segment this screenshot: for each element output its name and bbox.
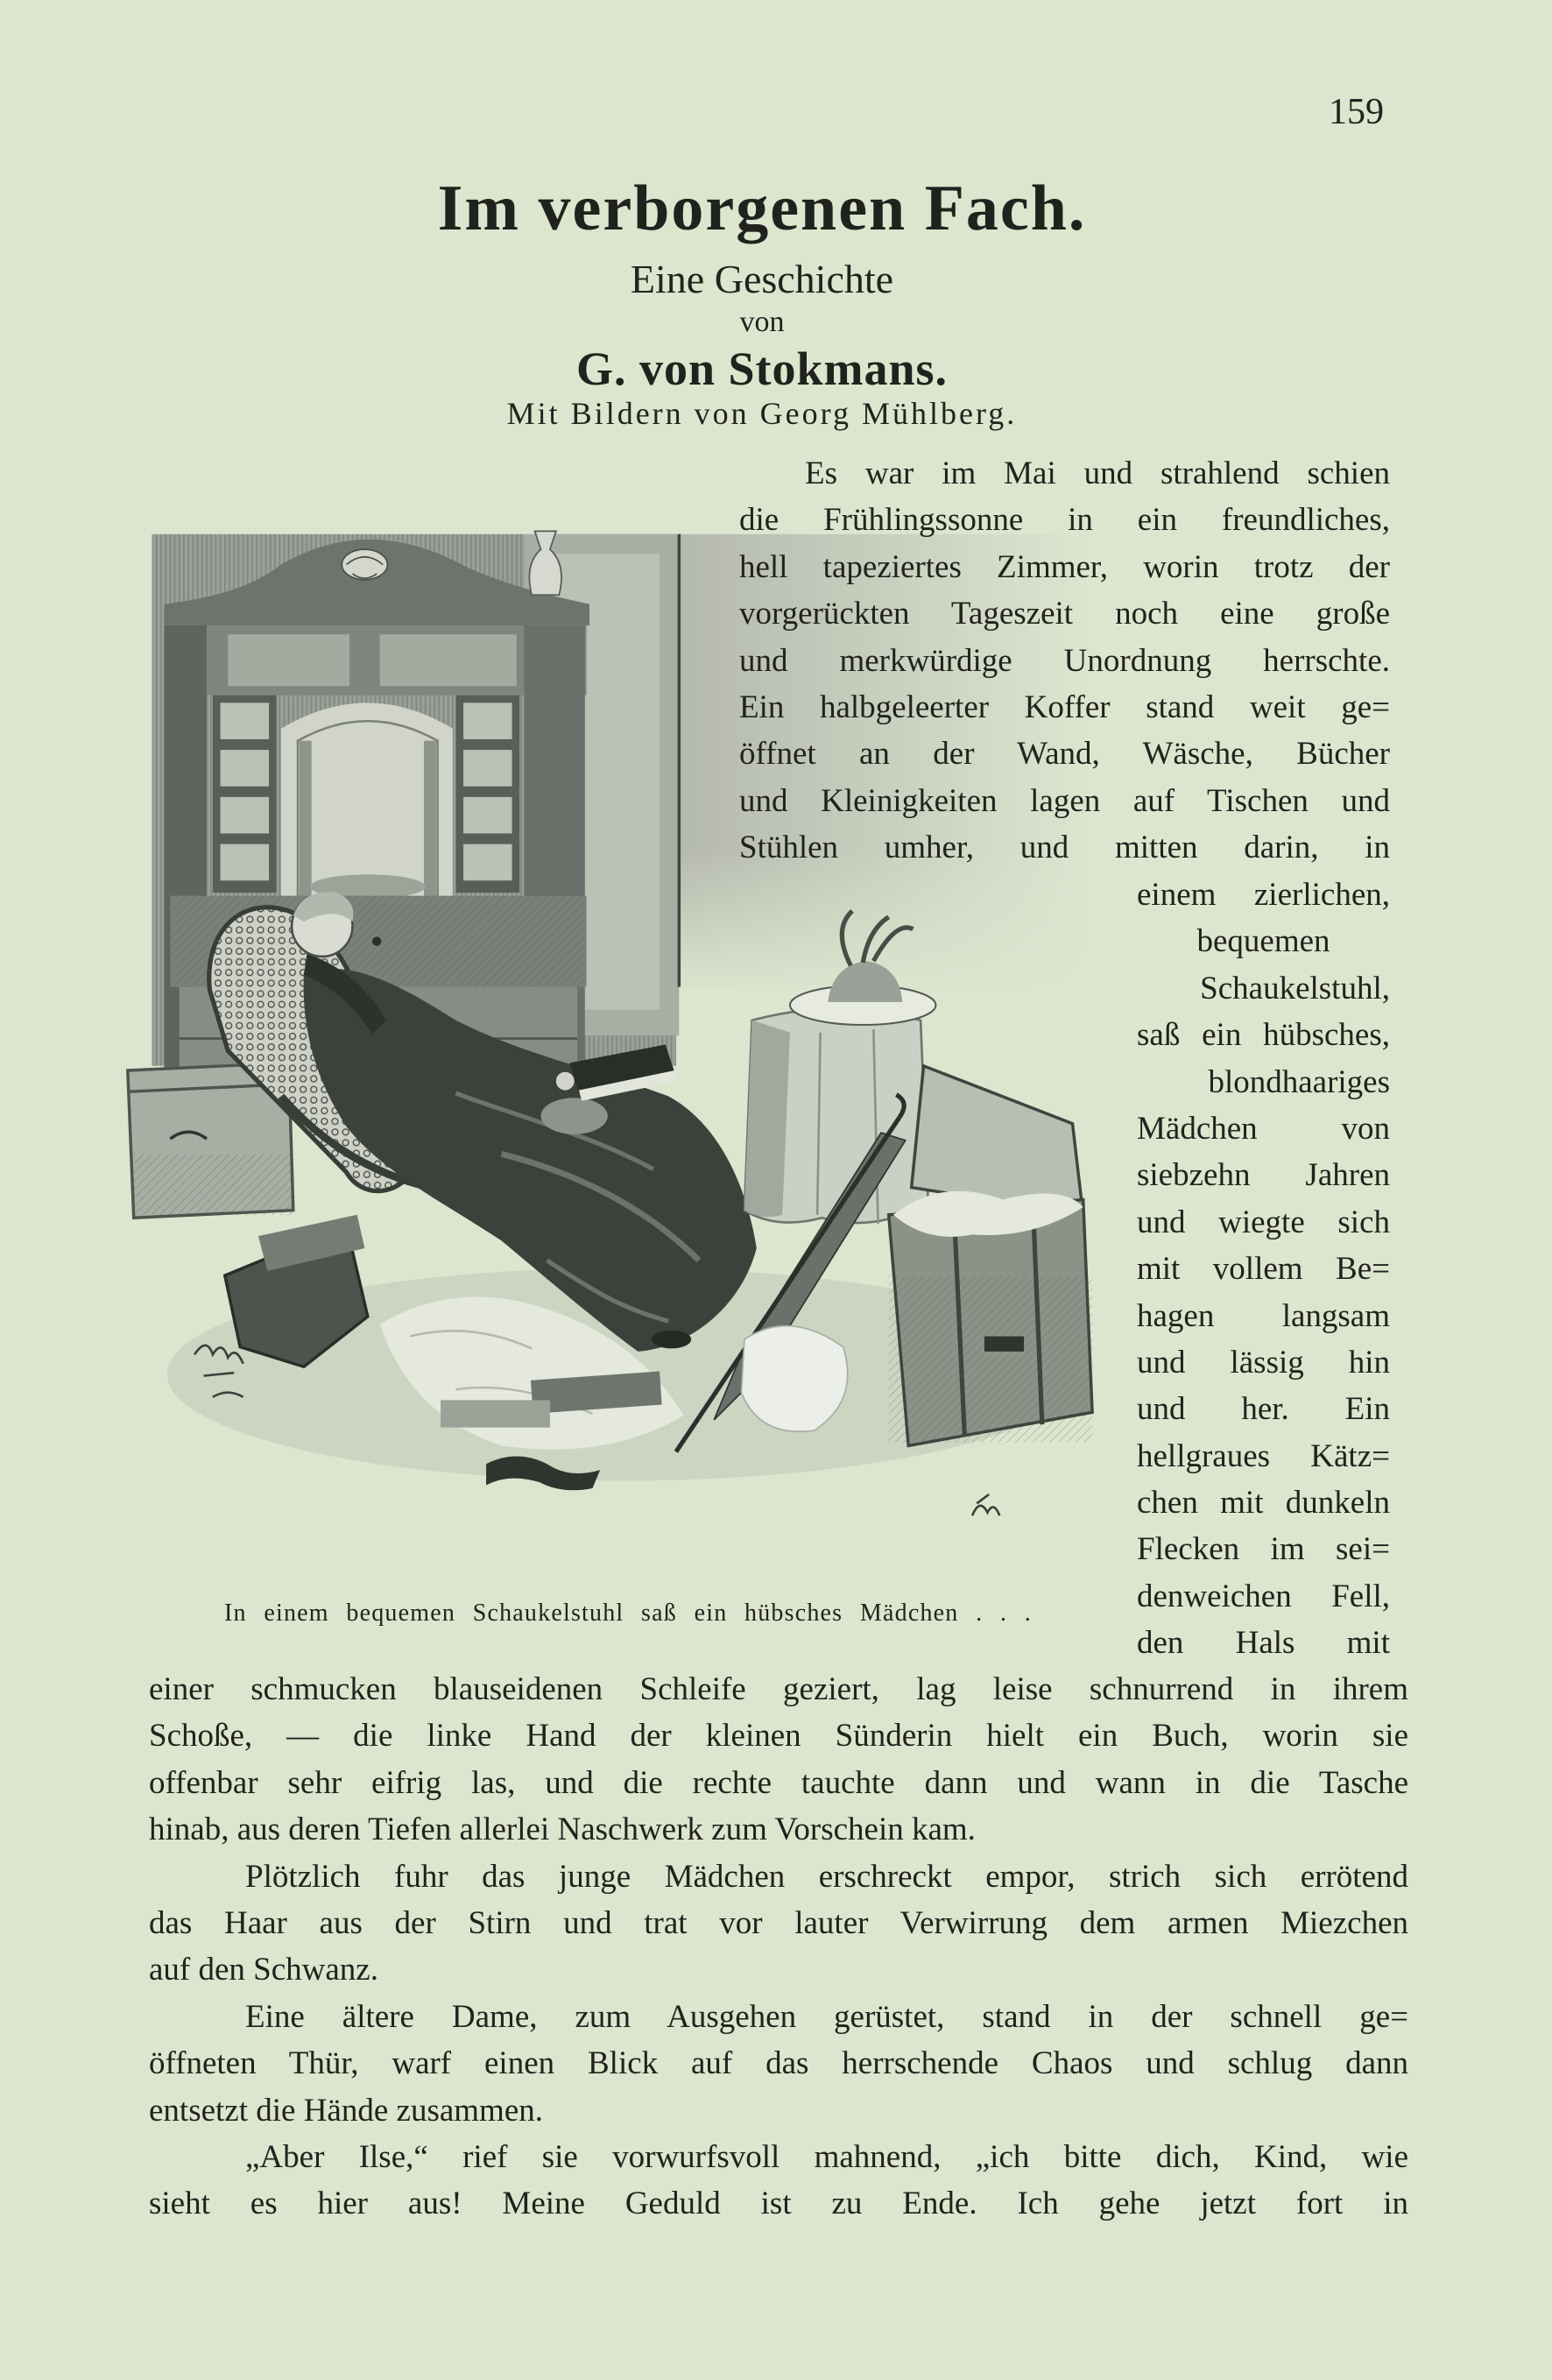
text-line: Eine ältere Dame, zum Ausgehen gerüstet, stand in der schnell ge= — [245, 1998, 1408, 2035]
text-line: Flecken im sei= — [1137, 1531, 1390, 1568]
text-line: öffneten Thür, warf einen Blick auf das herrschende Chaos und schlug dann — [149, 2045, 1408, 2082]
text-line: Ein halbgeleerter Koffer stand weit ge= — [739, 689, 1390, 725]
white-bundle — [741, 1326, 847, 1432]
text-line: öffnet an der Wand, Wäsche, Bücher — [739, 736, 1390, 773]
text-line: Es war im Mai und strahlend schien — [805, 456, 1390, 491]
story-subtitle: Eine Geschichte — [630, 257, 894, 301]
text-line: hinab, aus deren Tiefen allerlei Naschwerk zum Vorschein kam. — [149, 1811, 976, 1848]
text-line: und her. Ein — [1137, 1391, 1390, 1428]
open-trunk — [889, 1066, 1092, 1446]
text-line: entsetzt die Hände zusammen. — [149, 2092, 543, 2129]
text-line: Stühlen umher, und mitten darin, in — [739, 830, 1390, 866]
text-line: einer schmucken blauseidenen Schleife geziert, lag leise schnurrend in ihrem — [149, 1671, 1408, 1707]
text-line: Schoße, — die linke Hand der kleinen Sünderin hielt ein Buch, worin sie — [149, 1718, 1408, 1755]
illustrator-credit: Mit Bildern von Georg Mühlberg. — [506, 396, 1018, 431]
text-line: bequemen — [1196, 923, 1330, 960]
text-line: auf den Schwanz. — [149, 1952, 378, 1988]
text-line: hell tapeziertes Zimmer, worin trotz der — [739, 548, 1390, 585]
text-line: das Haar aus der Stirn und trat vor lauter Verwirrung dem armen Miezchen — [149, 1904, 1408, 1941]
text-line: und lässig hin — [1137, 1344, 1390, 1381]
cat-in-lap — [541, 1098, 608, 1134]
text-line: saß ein hübsches, — [1137, 1017, 1390, 1054]
author-name: G. von Stokmans. — [575, 343, 949, 395]
text-line: hagen langsam — [1137, 1297, 1390, 1334]
text-line: vorgerückten Tageszeit noch eine große — [739, 596, 1390, 632]
text-line: siebzehn Jahren — [1137, 1157, 1390, 1194]
text-column-narrow — [1137, 872, 1390, 1667]
text-column-beside-illustration — [739, 450, 1390, 872]
text-line: die Frühlingssonne in ein freundliches, — [739, 502, 1390, 539]
text-line: hellgraues Kätz= — [1137, 1437, 1390, 1474]
text-line: blondhaariges — [1208, 1063, 1390, 1100]
text-line: „Aber Ilse,“ rief sie vorwurfsvoll mahnend, „ich bitte dich, Kind, wie — [245, 2138, 1408, 2175]
text-line: Schaukelstuhl, — [1200, 970, 1390, 1006]
text-line: und Kleinigkeiten lagen auf Tischen und — [739, 782, 1390, 819]
page-number: 159 — [1329, 92, 1384, 132]
text-line: offenbar sehr eifrig las, und die rechte tauchte dann und wann in die Tasche — [149, 1764, 1408, 1801]
text-line: Plötzlich fuhr das junge Mädchen erschreckt empor, strich sich errötend — [245, 1858, 1408, 1895]
story-title: Im verborgenen Fach. — [437, 173, 1087, 244]
illustration-caption: In einem bequemen Schaukelstuhl saß ein hübsches Mädchen . . . — [224, 1600, 1032, 1627]
text-line: den Hals mit — [1137, 1625, 1390, 1662]
text-line: mit vollem Be= — [1137, 1251, 1390, 1288]
text-line: chen mit dunkeln — [1137, 1485, 1390, 1522]
text-line: sieht es hier aus! Meine Geduld ist zu Ende. Ich gehe jetzt fort in — [149, 2186, 1408, 2222]
byline-preposition: von — [739, 306, 785, 338]
monogram — [972, 1494, 999, 1515]
text-line: Mädchen von — [1137, 1110, 1390, 1147]
text-line: und wiegte sich — [1137, 1204, 1390, 1240]
text-column-full-width — [149, 1666, 1408, 2228]
text-line: einem zierlichen, — [1137, 877, 1390, 913]
text-line: denweichen Fell, — [1137, 1578, 1390, 1614]
text-line: und merkwürdige Unordnung herrschte. — [739, 642, 1390, 679]
